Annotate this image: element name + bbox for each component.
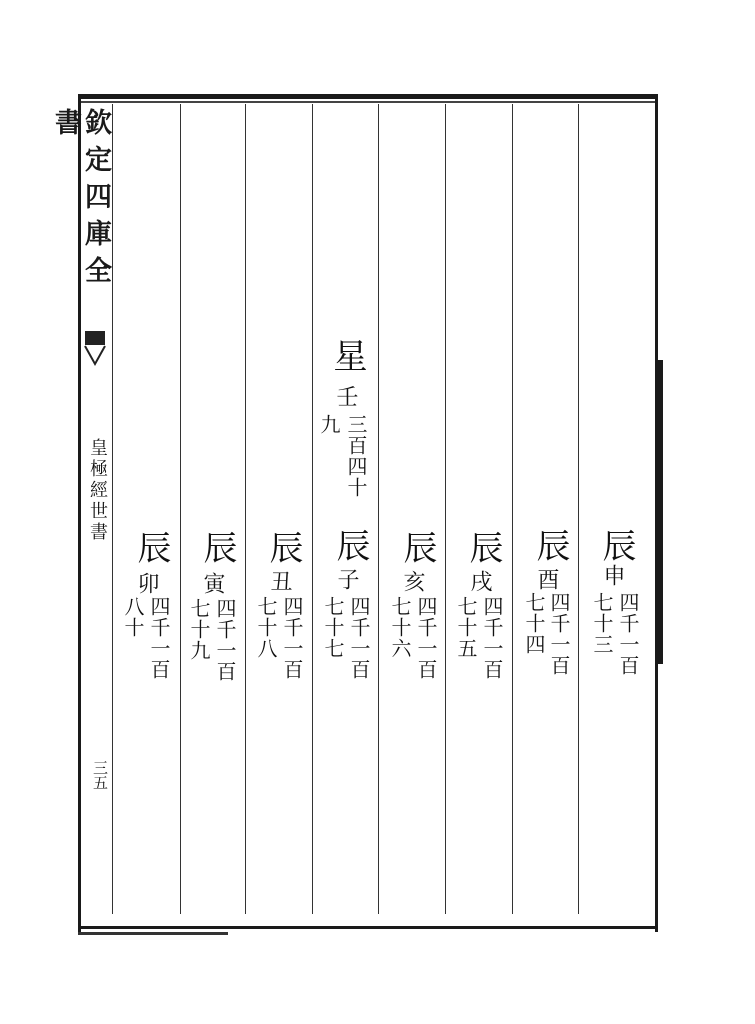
bottom-border (78, 926, 658, 929)
entry-value-right: 四千一百 (347, 596, 371, 680)
column-divider (112, 104, 113, 914)
entry-value-left: 八十 (121, 596, 145, 638)
entry-value-left: 七十三 (590, 592, 614, 655)
margin-book-title: 皇極經世書 (87, 438, 108, 543)
entry-value-right: 四千一百 (213, 598, 237, 682)
margin-title: 欽定四庫全書 (50, 108, 111, 293)
entry-value-left: 七十五 (454, 596, 478, 659)
entry-value-left: 七十七 (321, 596, 345, 659)
entry-value-left: 七十八 (254, 596, 278, 659)
column-divider (512, 104, 513, 914)
entry-branch: 亥 (400, 570, 425, 592)
entry-value-right: 四千一百 (147, 596, 171, 680)
star-label: 星 (327, 338, 367, 372)
entry-label: 辰 (197, 530, 237, 564)
entry-value-left: 七十四 (522, 592, 546, 655)
entry-label: 辰 (397, 530, 437, 564)
column-divider (180, 104, 181, 914)
entry-label: 辰 (463, 530, 503, 564)
entry-label: 辰 (530, 528, 570, 562)
entry-branch: 酉 (534, 568, 559, 590)
entry-branch: 戌 (467, 570, 492, 592)
margin-page-number: 三五 (91, 760, 109, 790)
entry-value-right: 四千一百 (547, 592, 571, 676)
entry-value-left: 七十九 (187, 598, 211, 661)
column-divider (312, 104, 313, 914)
star-number: 壬 (333, 385, 358, 407)
column-divider (245, 104, 246, 914)
entry-branch: 申 (600, 564, 625, 586)
binding-spine (655, 360, 663, 664)
entry-value-right: 四千一百 (414, 596, 438, 680)
entry-branch: 寅 (200, 572, 225, 594)
entry-branch: 卯 (134, 572, 159, 594)
entry-label: 辰 (330, 528, 370, 562)
entry-value-right: 四千一百 (616, 592, 640, 676)
entry-label: 辰 (263, 530, 303, 564)
column-divider (378, 104, 379, 914)
star-value-left: 九 (317, 414, 341, 435)
top-border-inner (78, 101, 658, 103)
entry-value-right: 四千一百 (280, 596, 304, 680)
column-divider (445, 104, 446, 914)
column-divider (578, 104, 579, 914)
entry-branch: 丑 (267, 570, 292, 592)
star-value-right: 三百四十 (344, 414, 368, 498)
top-border (78, 94, 658, 99)
entry-branch: 子 (334, 568, 359, 590)
bottom-border-mark (78, 932, 228, 935)
entry-label: 辰 (131, 530, 171, 564)
entry-value-right: 四千一百 (480, 596, 504, 680)
fishtail-mark-icon (84, 330, 106, 366)
entry-label: 辰 (596, 528, 636, 562)
entry-value-left: 七十六 (388, 596, 412, 659)
